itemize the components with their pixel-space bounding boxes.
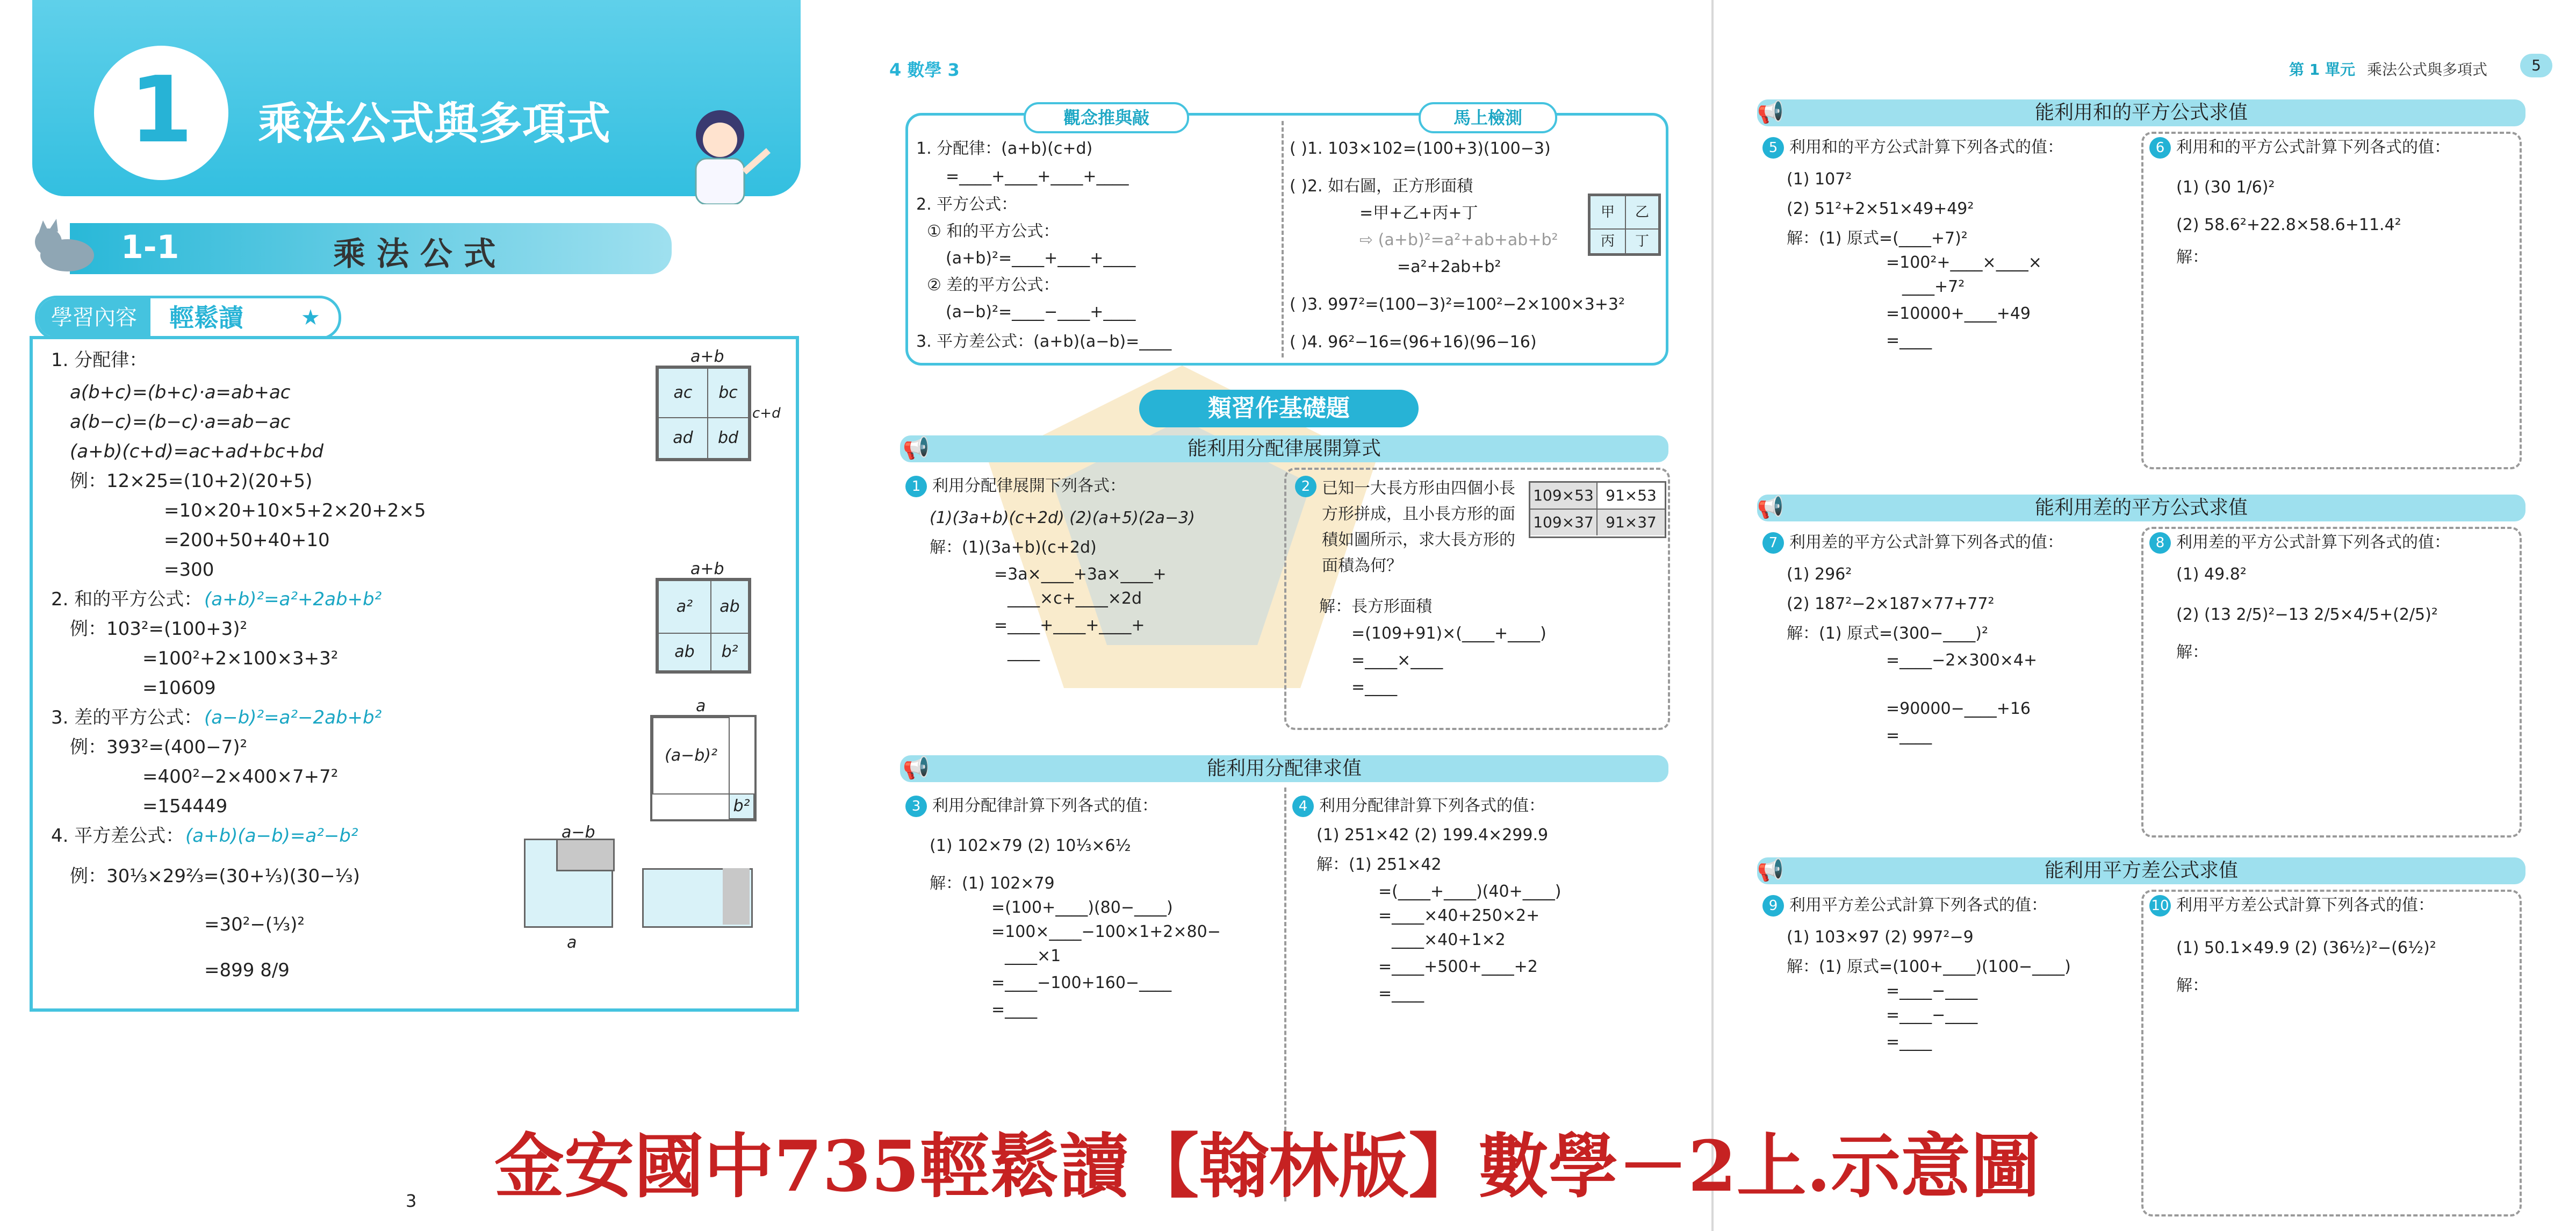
megaphone-icon: 📢 [903,436,930,461]
topic-title: 能利用差的平方公式求值 [2034,497,2248,519]
concept-tab: 觀念推與敲 [1024,102,1189,133]
question-text: 利用和的平方公式計算下列各式的值： [1789,138,2063,157]
grid-cell: 甲 [1589,195,1626,230]
content-line: =10609 [142,677,216,699]
header-title: 乘法公式與多項式 [2367,61,2488,78]
solution-line: =90000−____+16 [1886,699,2031,718]
solution-line: =____ [1351,678,1398,697]
solution-line: ____×c+____×2d [1008,589,1142,608]
question-text: 利用和的平方公式計算下列各式的值： [2176,138,2450,157]
content-line: =100²+2×100×3+3² [142,648,339,669]
question-text: 利用分配律展開下列各式： [932,476,1126,496]
content-line: =30²−(⅓)² [204,914,305,935]
content-line: =10×20+10×5+2×20+2×5 [164,500,426,521]
formula: (a+b)(a−b)=a²−b² [185,825,358,847]
question-items: (1) 251×42 (2) 199.4×299.9 [1316,826,1549,844]
content-line: a(b+c)=(b+c)·a=ab+ac [70,382,291,403]
difference-square-diagram [650,715,757,821]
question-items: (1) 102×79 (2) 10⅓×6½ [930,836,1131,855]
content-line: 1. 分配律： [51,349,148,371]
right-page [1719,0,2576,1231]
diagram-label: a−b [562,823,595,842]
chapter-number: 1 [129,57,193,163]
question-1 [905,476,1126,497]
solution-line: =____−____ [1886,1006,1978,1025]
formula: (a−b)²=a²−2ab+b² [204,707,382,728]
area-table [1529,481,1666,538]
diagram-label: a [567,933,577,952]
left-page [0,0,849,1231]
solution-label: 解： [2176,643,2208,662]
question-items: (1) 103×97 (2) 997²−9 [1787,928,1974,947]
check-line: ( )4. 96²−16=(96+16)(96−16) [1290,333,1537,352]
check-line: ( )3. 997²=(100−3)²=100²−2×100×3+3² [1290,295,1625,314]
check-line: ⇨ (a+b)²=a²+ab+ab+b² [1359,231,1558,249]
question-text: 利用差的平方公式計算下列各式的值： [2176,533,2450,552]
concept-line: ① 和的平方公式： [927,222,1060,241]
learning-tab [35,296,341,340]
question-item: (1) (30 1/6)² [2176,178,2275,197]
solution-line: =____ [1378,984,1424,1003]
check-line: ( )2. 如右圖，正方形面積 [1290,177,1473,196]
solution-line: =____ [991,1000,1038,1019]
question-number: 1 [905,476,927,497]
header-page: 5 [2520,54,2552,77]
concept-line: ② 差的平方公式： [927,276,1060,295]
basic-title: 類習作基礎題 [1208,395,1350,422]
solution-line: 解：長方形面積 [1319,597,1432,616]
solution-line: =____+____+____+ [994,616,1145,635]
content-line: a(b−c)=(b−c)·a=ab−ac [70,411,291,433]
diagram-label: c+d [752,405,781,421]
content-line: 例：393²=(400−7)² [70,736,248,758]
solution-line: ____+7² [1902,277,1965,296]
megaphone-icon: 📢 [903,756,930,781]
diagram-label: a [696,697,706,715]
check-grid [1588,194,1661,256]
megaphone-icon: 📢 [1757,100,1784,125]
concept-line: 3. 平方差公式：(a+b)(a−b)=____ [916,332,1172,351]
solution-line: =____×____ [1351,651,1443,670]
page-number: 3 [406,1191,417,1211]
tab-title: 輕鬆讀 [169,303,243,332]
chapter-title: 乘法公式與多項式 [258,98,611,149]
diagram-cell: ab [658,633,711,671]
diagram-cell: b² [710,633,749,671]
diagram-cell: ab [710,580,749,634]
topic-title: 能利用平方差公式求值 [2044,860,2238,882]
content-line: 4. 平方差公式： [51,825,184,847]
solution-line: =10000+____+49 [1886,304,2031,323]
solution-line: =100×____−100×1+2×80− [991,922,1221,941]
check-line: =a²+2ab+b² [1397,257,1501,276]
content-line: 2. 和的平方公式： [51,589,203,610]
section-title: 乘 法 公 式 [333,235,496,273]
check-line: ( )1. 103×102=(100+3)(100−3) [1290,139,1551,158]
question-number: 6 [2149,137,2171,159]
solution-line: 解：(1)(3a+b)(c+2d) [930,538,1097,557]
question-number: 3 [905,796,927,817]
solution-line: ____ [1008,643,1040,662]
solution-line: =____×40+250×2+ [1378,906,1540,925]
megaphone-icon: 📢 [1757,858,1784,883]
question-item: (1) 107² [1787,170,1852,189]
section-number: 1-1 [121,228,179,266]
question-number: 10 [2149,895,2171,917]
question-item: (2) (13 2/5)²−13 2/5×4/5+(2/5)² [2176,605,2438,624]
question-4 [1292,796,1545,817]
area-cell: 109×53 [1530,483,1598,510]
question-items: (1)(3a+b)(c+2d) (2)(a+5)(2a−3) [930,509,1195,527]
cat-icon [32,218,102,277]
diagram-cell: ac [658,368,708,418]
diagram-cell: a² [658,580,711,634]
question-text: 利用分配律計算下列各式的值： [1319,796,1545,815]
content-line: (a+b)(c+d)=ac+ad+bc+bd [70,441,324,462]
solution-line: =____ [1886,726,1932,745]
question-number: 9 [1762,895,1784,917]
question-6 [2149,137,2450,159]
question-item: (1) 296² [1787,565,1852,584]
content-line: =300 [164,559,214,581]
topic-title: 能利用分配律求值 [1206,757,1362,779]
content-line: 3. 差的平方公式： [51,707,203,728]
question-9 [1762,895,2047,917]
content-line: 例：30⅓×29⅔=(30+⅓)(30−⅓) [70,865,360,887]
content-line: =200+50+40+10 [164,529,330,551]
content-line: =154449 [142,796,228,817]
question-items: (1) 50.1×49.9 (2) (36½)²−(6½)² [2176,939,2436,957]
content-line: =400²−2×400×7+7² [142,766,339,788]
solution-line: =100²+____×____× [1886,253,2042,272]
page-header: 4 數學 3 [889,60,960,80]
question-number: 4 [1292,796,1314,817]
diagram-label: a+b [690,560,724,578]
diagram-label: a+b [690,347,724,366]
solution-line: =____−100+160−____ [991,974,1172,992]
question-text: 利用平方差公式計算下列各式的值： [1789,896,2047,915]
moved-piece [723,868,750,925]
check-tab: 馬上檢測 [1419,102,1557,133]
grid-cell: 丁 [1625,228,1659,254]
diagram-cell: b² [729,793,754,819]
solution-label: 解： [2176,248,2208,267]
grid-cell: 乙 [1625,195,1659,230]
cut-square [556,839,615,871]
question-item: (2) 58.6²+22.8×58.6+11.4² [2176,216,2401,234]
solution-line: 解：(1) 原式=(100+____)(100−____) [1787,957,2071,976]
solution-line: =____ [1886,331,1932,350]
solution-line: =3a×____+3a×____+ [994,565,1167,584]
concept-line: (a+b)²=____+____+____ [946,249,1136,268]
area-cell: 109×37 [1530,510,1598,535]
concept-line: =____+____+____+____ [946,167,1129,186]
solution-line: 解：(1) 102×79 [930,874,1055,893]
solution-label: 解： [2176,976,2208,995]
question-8 [2149,532,2450,554]
question-number: 5 [1762,137,1784,159]
solution-line: ____×1 [1005,947,1061,965]
header-unit: 第 1 單元 [2289,61,2355,78]
concept-line: 1. 分配律：(a+b)(c+d) [916,139,1093,158]
megaphone-icon: 📢 [1757,495,1784,520]
sum-square-diagram [656,578,751,674]
diagram-cell: ad [658,417,708,459]
question-7 [1762,532,2063,554]
solution-line: =____+500+____+2 [1378,957,1538,976]
question-2 [1295,476,1322,497]
solution-line: 解：(1) 251×42 [1316,855,1442,874]
diagram-cell: bd [707,417,749,459]
content-line: 例：103²=(100+3)² [70,618,248,640]
question-number: 2 [1295,476,1316,497]
difference-of-squares-diagram [524,839,782,935]
area-cell: 91×53 [1598,483,1665,510]
solution-line: =(109+91)×(____+____) [1351,624,1546,643]
question-text: 利用差的平方公式計算下列各式的值： [1789,533,2063,552]
solution-line: 解：(1) 原式=(____+7)² [1787,229,1968,248]
question-10 [2149,895,2434,917]
box-divider [1282,121,1284,357]
concept-line: (a−b)²=____−____+____ [946,303,1136,321]
page-gutter [1711,0,1714,1231]
question-text: 利用平方差公式計算下列各式的值： [2176,896,2434,915]
formula: (a+b)²=a²+2ab+b² [204,589,382,610]
diagram-cell: bc [707,368,749,418]
topic-title: 能利用和的平方公式求值 [2034,102,2248,124]
question-3 [905,796,1158,817]
middle-page [849,0,1719,1231]
solution-line: =(100+____)(80−____) [991,898,1173,917]
question-item: (2) 51²+2×51×49+49² [1787,199,1974,218]
topic-title: 能利用分配律展開算式 [1187,438,1381,460]
question-text: 利用分配律計算下列各式的值： [932,796,1158,815]
question-item: (1) 49.8² [2176,565,2247,584]
solution-line: =____−____ [1886,982,1978,1000]
question-number: 8 [2149,532,2171,554]
teacher-illustration [645,97,785,204]
question-5 [1762,137,2063,159]
concept-line: 2. 平方公式： [916,195,1018,214]
solution-line: =____−2×300×4+ [1886,651,2038,670]
question-text: 已知一大長方形由四個小長方形拼成，且小長方形的面積如圖所示，求大長方形的面積為何？ [1322,479,1515,575]
diagram-cell: (a−b)² [652,717,730,795]
solution-line: =____ [1886,1033,1932,1051]
content-line: 例：12×25=(10+2)(20+5) [70,470,313,492]
solution-line: =(____+____)(40+____) [1378,882,1562,901]
question-number: 7 [1762,532,1784,554]
solution-line: ____×40+1×2 [1392,931,1506,949]
tab-label: 學習內容 [38,298,150,337]
grid-cell: 丙 [1589,228,1626,254]
distributive-diagram [656,366,751,461]
content-line: =899 8/9 [204,960,290,981]
watermark-caption: 金安國中735輕鬆讀【翰林版】數學－2上.示意圖 [494,1125,2041,1207]
solution-line: 解：(1) 原式=(300−____)² [1787,624,1988,643]
area-cell: 91×37 [1598,510,1665,535]
question-item: (2) 187²−2×187×77+77² [1787,595,1995,613]
check-line: =甲+乙+丙+丁 [1359,204,1478,223]
star-icon: ★ [301,305,320,330]
